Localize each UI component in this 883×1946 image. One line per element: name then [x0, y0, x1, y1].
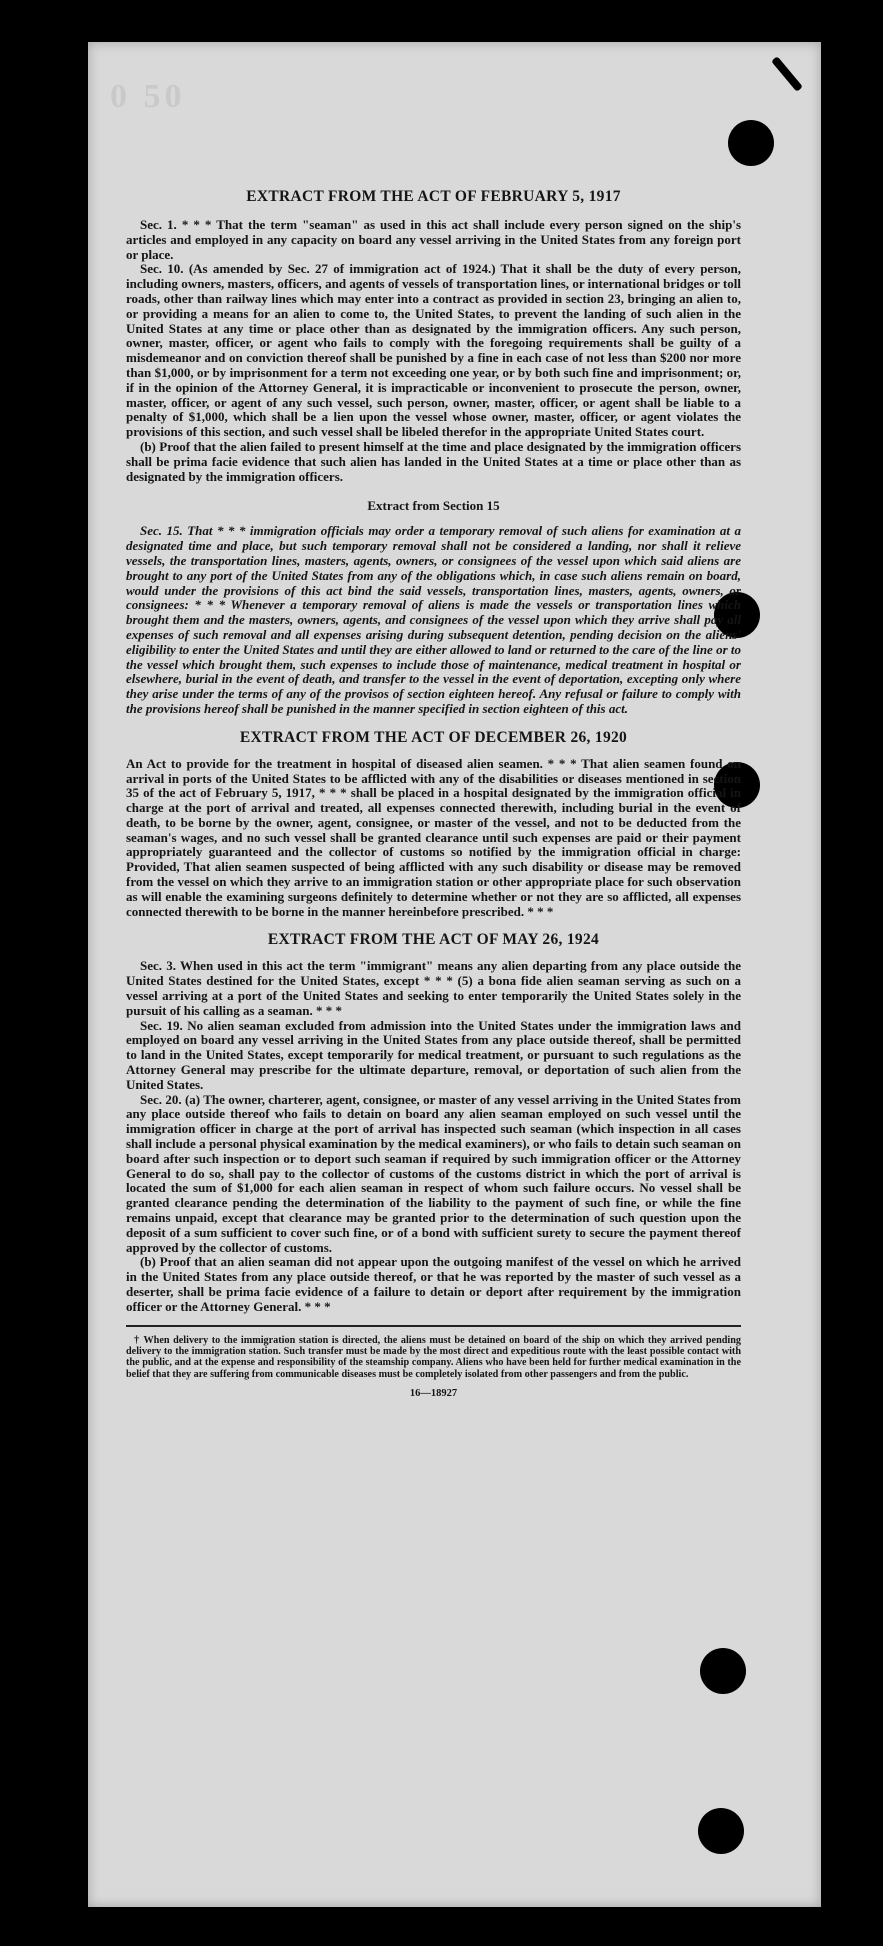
punch-hole	[698, 1808, 744, 1854]
heading-act-1917: EXTRACT FROM THE ACT OF FEBRUARY 5, 1917	[246, 188, 621, 205]
footnote: † When delivery to the immigration station is directed, the aliens must be detained on board of the ship on which they arrived pending delivery to the immigration station. Such transfer must be made by the most direct and expeditious route with the least possible contact with the public, and at the expense and responsibility of the steamship company. Aliens who have been held for further medical examination in the belief that they are suffering from communicable diseases must be completely isolated from other passengers and from the public.	[126, 1334, 741, 1380]
heading-act-1920: EXTRACT FROM THE ACT OF DECEMBER 26, 1920	[239, 728, 628, 746]
document-text	[126, 188, 741, 1399]
punch-hole	[700, 1648, 746, 1694]
paragraph-sec-1: Sec. 1. * * * That the term "seaman" as used in this act shall include every person signed on the ship's articles and employed in any capacity on board any vessel arriving in the United States from any foreign port or place.	[126, 217, 741, 262]
paragraph-sec-19: Sec. 19. No alien seaman excluded from admission into the United States under the immigration laws and employed on board any vessel arriving in the United States from any place outside thereof, shall be permitted to land in the United States, except temporarily for medical treatment, or pursuant to such regulations as the Attorney General may prescribe for the ultimate departure, removal, or deportation of such alien from the United States.	[126, 1017, 741, 1092]
paragraph-sec-3: Sec. 3. When used in this act the term "immigrant" means any alien departing from any place outside the United States destined for the United States, except * * * (5) a bona fide alien seaman serving as such on a vessel arriving at a port of the United States and seeking to enter temporarily the United States solely in the pursuit of his calling as a seaman. * * *	[126, 958, 741, 1018]
paragraph-sec-15: Sec. 15. That * * * immigration officials may order a temporary removal of such aliens for examination at a designated time and place, but such temporary removal shall not be considered a landing, nor shall it relieve vessels, the transportation lines, masters, agents, owners, or consignees of the vessel upon which said aliens are brought to any port of the United States from any of the obligations which, in case such aliens remain on board, would under the provisions of this act bind the said vessels, transportation lines, masters, agents, owners, or consignees: * * * Whenever a temporary removal of aliens is made the vessels or transportation lines which brought them and the masters, owners, agents, and consignees of the vessel upon which they arrive shall pay all expenses of such removal and all expenses arising during subsequent detention, pending decision on the aliens' eligibility to enter the United States and until they are either allowed to land or returned to the care of the line or to the vessel which brought them, such expenses to include those of maintenance, medical treatment in hospital or elsewhere, burial in the event of death, and transfer to the vessel in the event of deportation, excepting only where they arise under the terms of any of the provisos of section eighteen hereof. Any refusal or failure to comply with the provisions hereof shall be punished in the manner specified in section eighteen of this act.	[126, 523, 741, 716]
paragraph-sec-20-b: (b) Proof that an alien seaman did not appear upon the outgoing manifest of the vessel on which he arrived in the United States from any place outside thereof, or that he was reported by the master of such vessel as a deserter, shall be prima facie evidence of a failure to detain or deport after requirement by the immigration officer or the Attorney General. * * *	[126, 1254, 741, 1314]
heading-section-15: Extract from Section 15	[367, 498, 500, 514]
paragraph-act-1920: An Act to provide for the treatment in hospital of diseased alien seamen. * * * That alien seamen found on arrival in ports of the United States to be afflicted with any of the disabilities or diseases mentioned in section 35 of the act of February 5, 1917, * * * shall be placed in a hospital designated by the immigration official in charge at the port of arrival and treated, all expenses connected therewith, including burial in the event of death, to be borne by the owner, agent, consignee, or master of the vessel, and not to be deducted from the seaman's wages, and no such vessel shall be granted clearance until such expenses are paid or their payment appropriately guaranteed and the collector of customs so notified by the immigration official in charge: Provided, That alien seamen suspected of being afflicted with any such disability or disease may be removed from the vessel on which they arrive to an immigration station or other appropriate place for such observation as will enable the examining surgeons definitely to determine whether or not they are so afflicted, all expenses connected therewith to be borne in the manner hereinbefore prescribed. * * *	[126, 755, 741, 919]
paragraph-sec-10: Sec. 10. (As amended by Sec. 27 of immigration act of 1924.) That it shall be the duty of every person, including owners, masters, officers, and agents of vessels of transportation lines, or international bridges or toll roads, other than railway lines which may enter into a contract as provided in section 23, bringing an alien to, or providing a means for an alien to come to, the United States, to prevent the landing of such alien in the United States at any time or place other than as designated by the immigration officers. Any such person, owner, master, officer, or agent who fails to comply with the foregoing requirements shall be guilty of a misdemeanor and on conviction thereof shall be punished by a fine in each case of not less than $200 nor more than $1,000, or by imprisonment for a term not exceeding one year, or by both such fine and imprisonment; or, if in the opinion of the Attorney General, it is impracticable or inconvenient to prosecute the person, owner, master, officer, or agent of any such vessel, such person, owner, master, officer, or agent shall be liable to a penalty of $1,000, which shall be a lien upon the vessel whose owner, master, officer, or agent violates the provisions of this section, and such vessel shall be libeled therefor in the appropriate United States court.	[126, 261, 741, 440]
punch-hole	[728, 120, 774, 166]
paragraph-sec-20-a: Sec. 20. (a) The owner, charterer, agent, consignee, or master of any vessel arriving in the United States from any place outside thereof who fails to detain on board any alien seaman employed on such vessel until the immigration officer in charge at the port of arrival has inspected such seaman (which inspection in all cases shall include a personal physical examination by the medical examiners), or who fails to detain such seaman on board after such inspection or to deport such seaman if required by such immigration officer or the Attorney General to do so, shall pay to the collector of customs of the customs district in which the port of arrival is located the sum of $1,000 for each alien seaman in respect of whom such failure occurs. No vessel shall be granted clearance pending the determination of the liability to the payment of such fine, or while the fine remains unpaid, except that clearance may be granted prior to the determination of such question upon the deposit of a sum sufficient to cover such fine, or of a bond with sufficient surety to secure the payment thereof approved by the collector of customs.	[126, 1091, 741, 1255]
form-number: 16—18927	[409, 1388, 458, 1400]
heading-act-1924: EXTRACT FROM THE ACT OF MAY 26, 1924	[267, 931, 600, 949]
paragraph-sec-10-b: (b) Proof that the alien failed to present himself at the time and place designated by the immigration officers shall be prima facie evidence that such alien has landed in the United States at a time or place other than as designated by the immigration officers.	[126, 438, 741, 484]
footnote-divider	[126, 1325, 741, 1327]
bleed-through-mark: 0 50	[110, 78, 186, 115]
